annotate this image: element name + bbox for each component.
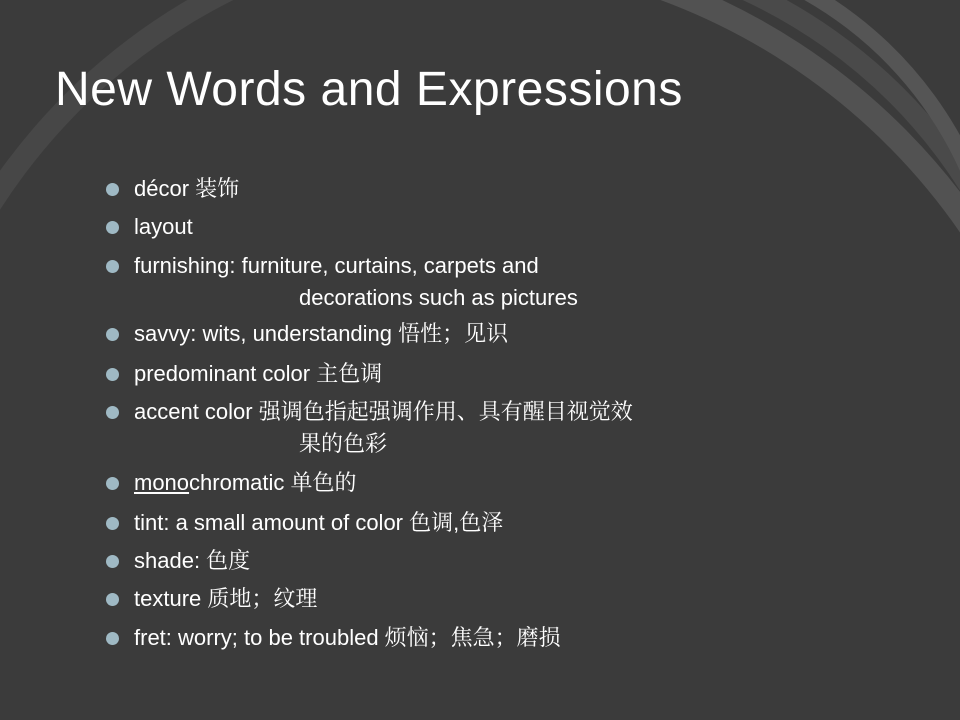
item-text: furnishing: furniture, curtains, carpets and [134,253,539,278]
item-text: predominant color 主色调 [134,361,383,386]
bullet-icon [106,477,119,490]
bullet-icon [106,183,119,196]
bullet-icon [106,368,119,381]
item-text: savvy: wits, understanding 悟性；见识 [134,321,509,346]
item-text: décor 装饰 [134,176,240,201]
item-text-continuation: 果的色彩 [299,431,388,456]
bullet-icon [106,328,119,341]
bullet-icon [106,555,119,568]
item-text: tint: a small amount of color 色调,色泽 [134,510,504,535]
item-text: shade: 色度 [134,548,251,573]
item-text: accent color 强调色指起强调作用、具有醒目视觉效 [134,399,633,424]
item-text: texture 质地；纹理 [134,586,318,611]
bullet-icon [106,632,119,645]
item-text: layout [134,214,193,239]
bullet-icon [106,260,119,273]
item-text-rest: chromatic 单色的 [189,470,357,495]
bullet-icon [106,221,119,234]
slide-title: New Words and Expressions [55,63,683,116]
underlined-prefix: mono [134,470,190,495]
item-text-continuation: decorations such as pictures [299,285,578,310]
bullet-icon [106,406,119,419]
bullet-icon [106,593,119,606]
item-text [134,467,357,499]
bullet-icon [106,517,119,530]
item-text: fret: worry; to be troubled 烦恼；焦急；磨损 [134,625,561,650]
